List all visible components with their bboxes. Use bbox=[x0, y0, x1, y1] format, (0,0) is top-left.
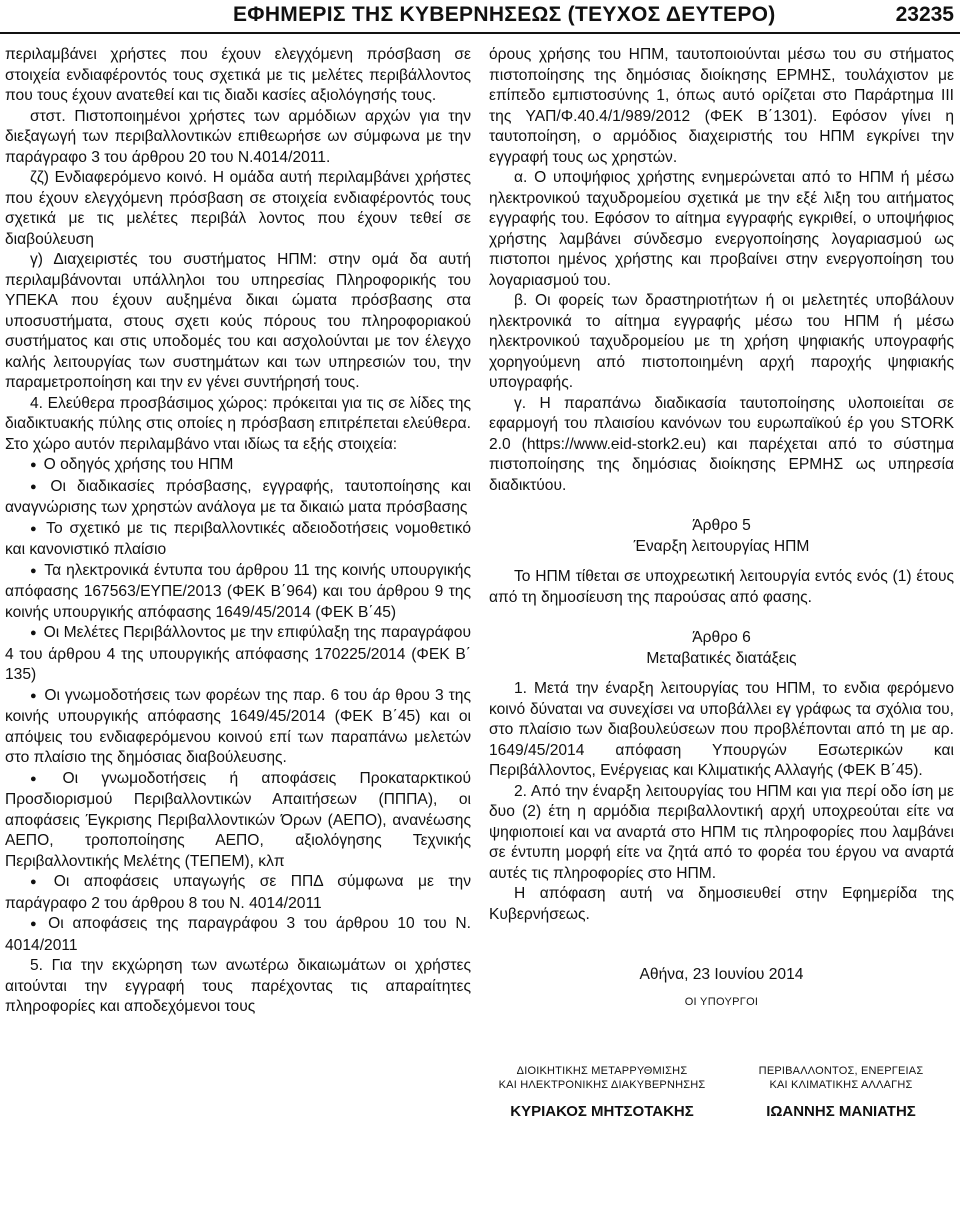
paragraph: β. Οι φορείς των δραστηριοτήτων ή οι μελετητές υποβάλουν ηλεκτρονικά το αίτημα εγγραφής μέσω του ΗΠΜ ή μέσω ηλεκτρονικού ταχυδρομείου με τη χρήση ψηφιακής υπογραφής χορηγούμενη από πιστοποιημένη αρχή παροχής ψηφιακής υπογραφής. bbox=[489, 292, 954, 391]
bullet-item: ● Οι Μελέτες Περιβάλλοντος με την επιφύλαξη της παραγράφου 4 του άρθρου 4 της υπουργικής απόφασης 170225/2014 (ΦΕΚ Β΄ 135) bbox=[5, 623, 471, 686]
paragraph: γ. Η παραπάνω διαδικασία ταυτοποίησης υλοποιείται σε εφαρμογή του πλαισίου κανόνων του ευρωπαϊκού έρ γου STORK 2.0 (https://www.eid-stork2.eu) και παρέχεται από το σύστημα πιστοποίησης της δημόσιας διοίκησης ΕΡΜΗΣ ως υπηρεσία διαδικτύου. bbox=[489, 394, 954, 494]
ministers-label: ΟΙ ΥΠΟΥΡΓΟΙ bbox=[684, 995, 759, 1008]
paragraph: Η απόφαση αυτή να δημοσιευθεί στην Εφημερίδα της Κυβερνήσεως. bbox=[489, 885, 954, 923]
signature-block bbox=[728, 1064, 954, 1123]
bullet-item: ● Το σχετικό με τις περιβαλλοντικές αδειοδοτήσεις νομοθετικό και κανονιστικό πλαίσιο bbox=[5, 519, 471, 561]
right-column bbox=[489, 45, 954, 1123]
bullet-item: ● Οι αποφάσεις υπαγωγής σε ΠΠΔ σύμφωνα με την παράγραφο 2 του άρθρου 8 του Ν. 4014/2011 bbox=[5, 872, 471, 914]
bullet-item: ● Οι γνωμοδοτήσεις των φορέων της παρ. 6 του άρ θρου 3 της κοινής υπουργικής απόφασης 1649/45/2014 (ΦΕΚ Β΄45) και οι απόψεις του ενδιαφερόμενου κοινού επί των παραπάνω μελετών στο πλαίσιο της δημόσιας διαβούλευσης. bbox=[5, 686, 471, 769]
article-5-subtitle: Έναρξη λειτουργίας ΗΠΜ bbox=[633, 537, 810, 555]
paragraph: περιλαμβάνει χρήστες που έχουν ελεγχόμενη πρόσβαση σε στοιχεία ενδιαφέροντός τους σχετικά με τις μελέτες περιβάλλοντος που τους έχουν ανατεθεί και τις διαδι κασίες αξιολόγησής τους. bbox=[5, 46, 471, 104]
paragraph: 5. Για την εκχώρηση των ανωτέρω δικαιωμάτων οι χρήστες αιτούνται την εγγραφή τους παρέχοντας τις απαραίτητες πληροφορίες και αποδεχόμενοι τους bbox=[5, 957, 471, 1015]
paragraph: α. Ο υποψήφιος χρήστης ενημερώνεται από το ΗΠΜ ή μέσω ηλεκτρονικού ταχυδρομείου σχετικά με την εξέ λιξη του αιτήματος εγγραφής του. Εφόσον το αίτημα εγγραφής εγκριθεί, ο υποψήφιος χρήστης λαμβάνει σύνδεσμο ενεργοποίησης λογαριασμού ως πιστοποι ημένος χρήστης και προβαίνει στην ενεργοποίηση του λογαριασμού του. bbox=[489, 169, 954, 289]
ministry-line: ΚΑΙ ΗΛΕΚΤΡΟΝΙΚΗΣ ΔΙΑΚΥΒΕΡΝΗΣΗΣ bbox=[498, 1079, 706, 1091]
ministry-line: ΠΕΡΙΒΑΛΛΟΝΤΟΣ, ΕΝΕΡΓΕΙΑΣ bbox=[758, 1065, 924, 1077]
page-header bbox=[0, 0, 960, 34]
signature-block bbox=[489, 1064, 715, 1123]
paragraph: όρους χρήσης του ΗΠΜ, ταυτοποιούνται μέσω του συ στήματος πιστοποίησης της δημόσιας διοίκησης ΕΡΜΗΣ, τουλάχιστον με επίπεδο εμπιστοσύνης 1, όπως αυτό ορίζεται στο Παράρτημα ΙΙΙ της ΥΑΠ/Φ.40.4/1/989/2012 (ΦΕΚ Β΄1301). Εφόσον γίνει η ταυτοποίηση, ο αρμόδιος διαχειριστής του ΗΠΜ εγκρίνει την εγγραφή τους ως χρηστών. bbox=[489, 46, 954, 166]
ministry-line: ΔΙΟΙΚΗΤΙΚΗΣ ΜΕΤΑΡΡΥΘΜΙΣΗΣ bbox=[516, 1065, 688, 1077]
gazette-title: ΕΦΗΜΕΡΙΣ ΤΗΣ ΚΥΒΕΡΝΗΣΕΩΣ (ΤΕΥΧΟΣ ΔΕΥΤΕΡΟ) bbox=[233, 3, 776, 26]
paragraph: στστ. Πιστοποιημένοι χρήστες των αρμόδιων αρχών για την διεξαγωγή των περιβαλλοντικών επιθεωρήσε ων σύμφωνα με την παράγραφο 3 του άρθρου 20 του Ν.4014/2011. bbox=[5, 107, 471, 166]
paragraph: 1. Μετά την έναρξη λειτουργίας του ΗΠΜ, το ενδια φερόμενο κοινό δύναται να συνεχίσει να υποβάλλει εγ γράφως τα σχόλια του, στο πλαίσιο των διαβουλεύσεων που προβλέπονται από τη με αρ. 1649/45/2014 απόφαση Υπουργών Εσωτερικών και Περιβάλλοντος, Ενέργειας και Κλιματικής Αλλαγής (ΦΕΚ Β΄45). bbox=[489, 680, 954, 779]
ministry-line: ΚΑΙ ΚΛΙΜΑΤΙΚΗΣ ΑΛΛΑΓΗΣ bbox=[769, 1079, 913, 1091]
minister-name: ΙΩΑΝΝΗΣ ΜΑΝΙΑΤΗΣ bbox=[766, 1103, 916, 1120]
article-5-heading: Άρθρο 5 bbox=[692, 517, 751, 534]
paragraph: γ) Διαχειριστές του συστήματος ΗΠΜ: στην ομά δα αυτή περιλαμβάνονται υπάλληλοι του υπηρεσίας Πληροφορικής του ΥΠΕΚΑ που έχουν αυξημένα δικαι ώματα πρόσβασης στα υποσυστήματα, στους σχετι κούς πόρους του πληροφοριακού συστήματος και στις υποδομές του και ασχολούνται με τον έλεγχο καλής λειτουργίας των συστημάτων και των υπηρεσιών του, την παραμετροποίηση και την εν γένει συντήρησή τους. bbox=[5, 251, 471, 391]
minister-name: ΚΥΡΙΑΚΟΣ ΜΗΤΣΟΤΑΚΗΣ bbox=[510, 1103, 694, 1120]
bullet-item: ● Τα ηλεκτρονικά έντυπα του άρθρου 11 της κοινής υπουργικής απόφασης 167563/ΕΥΠΕ/2013 (ΦΕΚ Β΄964) και του άρθρου 9 της κοινής υπουργικής απόφασης 1649/45/2014 (ΦΕΚ Β΄45) bbox=[5, 561, 471, 624]
signatures bbox=[489, 1064, 954, 1123]
article-6-heading: Άρθρο 6 bbox=[692, 629, 751, 646]
article-6-subtitle: Μεταβατικές διατάξεις bbox=[646, 649, 797, 667]
bullet-item: ● Οι διαδικασίες πρόσβασης, εγγραφής, ταυτοποίησης και αναγνώρισης των χρηστών ανάλογα με τα δικαιώ ματα πρόσβασης bbox=[5, 477, 471, 519]
bullet-item: ● Οι γνωμοδοτήσεις ή αποφάσεις Προκαταρκτικού Προσδιορισμού Περιβαλλοντικών Απαιτήσεων (ΠΠΠΑ), οι αποφάσεις Έγκρισης Περιβαλλοντικών Όρων (ΑΕΠΟ), ανανέωσης ΑΕΠΟ, τροποποίησης ΑΕΠΟ, αξιολόγησης Τεχνικής Περιβαλλοντικής Μελέτης (ΤΕΠΕΜ), κλπ bbox=[5, 769, 471, 873]
bullet-item: ● Ο οδηγός χρήσης του ΗΠΜ bbox=[5, 455, 471, 477]
city-date: Αθήνα, 23 Ιουνίου 2014 bbox=[639, 966, 804, 983]
paragraph: 2. Από την έναρξη λειτουργίας του ΗΠΜ και για περί οδο ίση με δυο (2) έτη η αρμόδια περιβαλλοντική αρχή υποχρεούται είτε να ψηφιοποιεί και να αναρτά στο ΗΠΜ τις πληροφορίες που λαμβάνει σε έντυπη μορφή είτε να ζητά από το φορέα του έργου να αναρτά αυτές τις πληροφορίες στο ΗΠΜ. bbox=[489, 782, 954, 882]
paragraph: Το ΗΠΜ τίθεται σε υποχρεωτική λειτουργία εντός ενός (1) έτους από τη δημοσίευση της παρούσας από φασης. bbox=[489, 568, 954, 606]
paragraph: 4. Ελεύθερα προσβάσιμος χώρος: πρόκειται για τις σε λίδες της διαδικτυακής πύλης στις οποίες η πρόσβαση επιτρέπεται ελεύθερα. Στο χώρο αυτόν περιλαμβάνο νται ιδίως τα εξής στοιχεία: bbox=[5, 394, 471, 453]
left-column bbox=[5, 45, 471, 1018]
page-number: 23235 bbox=[895, 3, 954, 26]
paragraph: ζζ) Ενδιαφερόμενο κοινό. Η ομάδα αυτή περιλαμβάνει χρήστες που έχουν ελεγχόμενη πρόσβαση σε στοιχεία ενδιαφέροντός τους σχετικά με τις μελέτες περιβάλ λοντος που έχουν τεθεί σε διαβούλευση bbox=[5, 169, 471, 248]
bullet-item: ● Οι αποφάσεις της παραγράφου 3 του άρθρου 10 του Ν. 4014/2011 bbox=[5, 914, 471, 956]
